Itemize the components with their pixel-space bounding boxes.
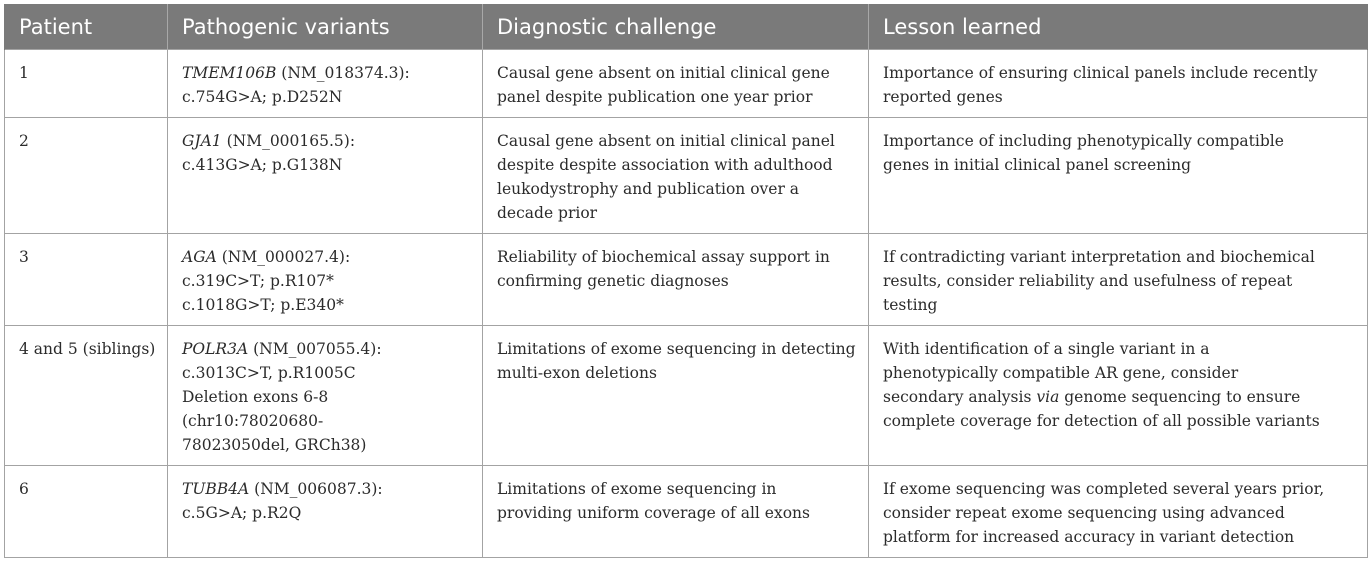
header-pathogenic-variants: Pathogenic variants bbox=[168, 4, 483, 50]
lesson-line: Importance of ensuring clinical panels include recently bbox=[883, 64, 1318, 82]
variant-line: c.1018G>T; p.E340* bbox=[182, 296, 344, 314]
challenge-line: despite despite association with adulthood bbox=[497, 156, 833, 174]
lesson-line: Importance of including phenotypically compatible bbox=[883, 132, 1284, 150]
lesson-italic-text: via bbox=[1036, 388, 1060, 406]
header-patient: Patient bbox=[5, 4, 168, 50]
lesson-line: If contradicting variant interpretation and biochemical bbox=[883, 248, 1315, 266]
challenge-line: decade prior bbox=[497, 204, 598, 222]
lesson-line: With identification of a single variant in a bbox=[883, 340, 1210, 358]
challenge-cell bbox=[483, 326, 869, 466]
lesson-cell bbox=[869, 466, 1368, 558]
lesson-line: If exome sequencing was completed several years prior, bbox=[883, 480, 1325, 498]
gene-line bbox=[182, 477, 474, 501]
challenge-line: Causal gene absent on initial clinical panel bbox=[497, 132, 835, 150]
transcript-id: (NM_000027.4): bbox=[216, 248, 351, 266]
patient-cell: 2 bbox=[5, 118, 168, 234]
variant-line: c.5G>A; p.R2Q bbox=[182, 504, 302, 522]
lesson-line bbox=[883, 385, 1359, 409]
challenge-line: leukodystrophy and publication over a bbox=[497, 180, 800, 198]
variants-cell bbox=[168, 466, 483, 558]
variants-cell bbox=[168, 234, 483, 326]
challenge-line: multi-exon deletions bbox=[497, 364, 657, 382]
challenge-cell bbox=[483, 118, 869, 234]
header-row bbox=[5, 4, 1368, 50]
patient-cell: 1 bbox=[5, 50, 168, 118]
lesson-line: phenotypically compatible AR gene, consider bbox=[883, 364, 1239, 382]
variant-line: c.319C>T; p.R107* bbox=[182, 272, 334, 290]
table-body bbox=[5, 50, 1368, 558]
gene-name: AGA bbox=[182, 248, 217, 266]
lesson-line: results, consider reliability and usefulness of repeat bbox=[883, 272, 1293, 290]
challenge-line: panel despite publication one year prior bbox=[497, 88, 813, 106]
table-row bbox=[5, 118, 1368, 234]
variant-line: (chr10:78020680- bbox=[182, 412, 324, 430]
gene-name: GJA1 bbox=[182, 132, 222, 150]
transcript-id: (NM_007055.4): bbox=[248, 340, 382, 358]
lesson-line: testing bbox=[883, 296, 938, 314]
challenge-line: Limitations of exome sequencing in bbox=[497, 480, 777, 498]
challenge-line: confirming genetic diagnoses bbox=[497, 272, 729, 290]
lesson-line: complete coverage for detection of all possible variants bbox=[883, 412, 1320, 430]
lesson-line: consider repeat exome sequencing using advanced bbox=[883, 504, 1285, 522]
lesson-cell bbox=[869, 326, 1368, 466]
challenge-cell bbox=[483, 50, 869, 118]
patient-cell: 4 and 5 (siblings) bbox=[5, 326, 168, 466]
patient-cell: 3 bbox=[5, 234, 168, 326]
variant-line: Deletion exons 6-8 bbox=[182, 388, 329, 406]
table-header bbox=[5, 4, 1368, 50]
lesson-line: genes in initial clinical panel screening bbox=[883, 156, 1191, 174]
variant-line: c.3013C>T, p.R1005C bbox=[182, 364, 356, 382]
gene-line bbox=[182, 337, 474, 361]
header-lesson-learned: Lesson learned bbox=[869, 4, 1368, 50]
challenge-line: Reliability of biochemical assay support in bbox=[497, 248, 830, 266]
variants-cell bbox=[168, 118, 483, 234]
lesson-cell bbox=[869, 118, 1368, 234]
table-row bbox=[5, 466, 1368, 558]
challenge-cell bbox=[483, 466, 869, 558]
transcript-id: (NM_000165.5): bbox=[221, 132, 356, 150]
table-row bbox=[5, 234, 1368, 326]
variants-cell bbox=[168, 326, 483, 466]
gene-line bbox=[182, 129, 474, 153]
challenge-line: Limitations of exome sequencing in detecting bbox=[497, 340, 856, 358]
lesson-text: genome sequencing to ensure bbox=[1059, 388, 1301, 406]
challenge-line: Causal gene absent on initial clinical gene bbox=[497, 64, 830, 82]
lesson-line: platform for increased accuracy in variant detection bbox=[883, 528, 1295, 546]
variants-table bbox=[4, 4, 1368, 558]
lesson-cell bbox=[869, 50, 1368, 118]
gene-name: POLR3A bbox=[182, 340, 249, 358]
patient-cell: 6 bbox=[5, 466, 168, 558]
gene-line bbox=[182, 245, 474, 269]
transcript-id: (NM_018374.3): bbox=[276, 64, 410, 82]
table-row bbox=[5, 326, 1368, 466]
variants-cell bbox=[168, 50, 483, 118]
variant-line: c.754G>A; p.D252N bbox=[182, 88, 343, 106]
lesson-cell bbox=[869, 234, 1368, 326]
lesson-text: secondary analysis bbox=[883, 388, 1037, 406]
gene-name: TUBB4A bbox=[182, 480, 250, 498]
gene-line bbox=[182, 61, 474, 85]
lesson-line: reported genes bbox=[883, 88, 1003, 106]
challenge-cell bbox=[483, 234, 869, 326]
variant-line: 78023050del, GRCh38) bbox=[182, 436, 367, 454]
challenge-line: providing uniform coverage of all exons bbox=[497, 504, 810, 522]
table-row bbox=[5, 50, 1368, 118]
header-diagnostic-challenge: Diagnostic challenge bbox=[483, 4, 869, 50]
transcript-id: (NM_006087.3): bbox=[249, 480, 383, 498]
variant-line: c.413G>A; p.G138N bbox=[182, 156, 343, 174]
gene-name: TMEM106B bbox=[182, 64, 277, 82]
